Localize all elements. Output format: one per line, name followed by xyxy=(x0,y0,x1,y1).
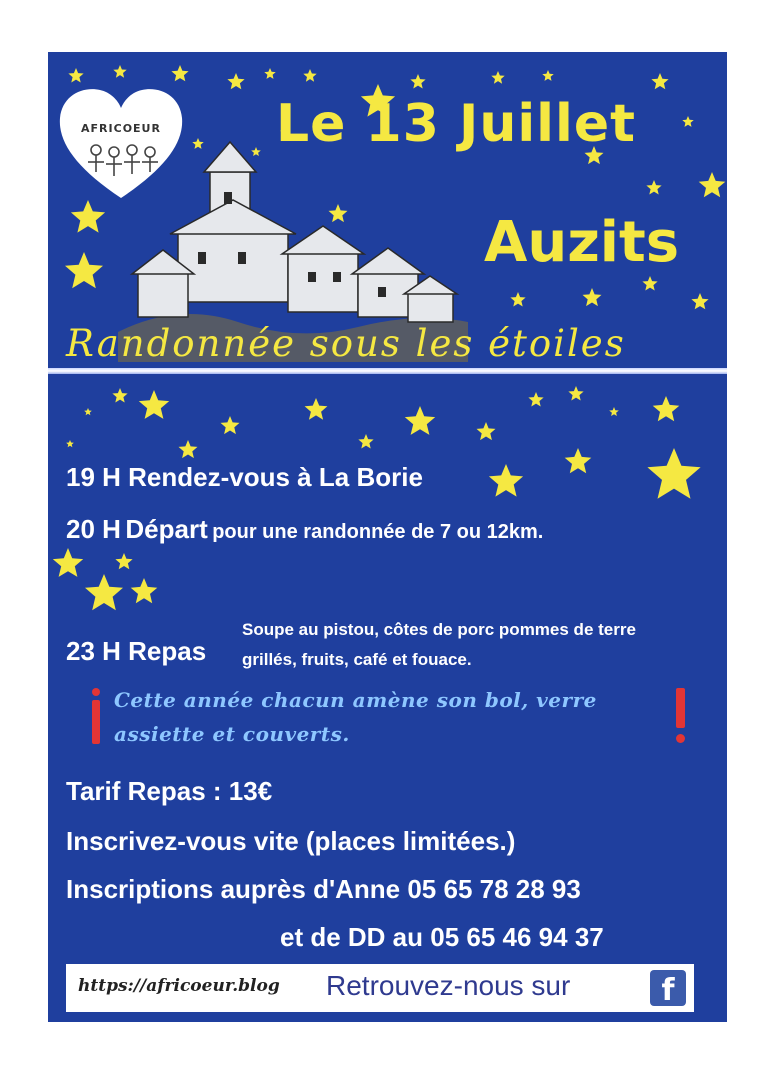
star-icon xyxy=(113,65,126,78)
star-icon xyxy=(84,408,92,415)
star-icon xyxy=(66,440,74,447)
event-subtitle: Randonnée sous les étoiles xyxy=(66,322,626,365)
event-place-title: Auzits xyxy=(484,210,680,275)
contact-dd: et de DD au 05 65 46 94 37 xyxy=(280,922,604,952)
star-icon xyxy=(179,440,198,458)
contact-anne: Inscriptions auprès d'Anne 05 65 78 28 93 xyxy=(66,874,581,904)
star-icon xyxy=(510,292,525,307)
note-line-2: assiette et couverts. xyxy=(114,722,350,746)
star-icon xyxy=(647,448,700,499)
schedule-rdv xyxy=(66,462,423,493)
star-icon xyxy=(171,65,188,81)
star-icon xyxy=(65,252,103,288)
exclamation-dot-left xyxy=(92,688,100,696)
star-icon xyxy=(305,398,328,420)
depart-text: pour une randonnée de 7 ou 12km. xyxy=(212,521,544,543)
facebook-icon[interactable]: f xyxy=(650,970,686,1006)
star-icon xyxy=(303,69,316,82)
exclamation-icon-right xyxy=(676,688,685,728)
star-icon xyxy=(264,68,275,79)
star-icon xyxy=(489,464,523,497)
event-date-title: Le 13 Juillet xyxy=(276,94,636,154)
star-icon xyxy=(699,172,726,197)
star-icon xyxy=(358,434,373,449)
star-icon xyxy=(653,396,680,421)
star-icon xyxy=(477,422,496,440)
star-icon xyxy=(583,288,602,306)
star-icon xyxy=(139,390,169,419)
rdv-text: Rendez-vous à xyxy=(128,462,312,492)
meal-time: 23 H xyxy=(66,636,121,666)
menu-line-2: grillés, fruits, café et fouace. xyxy=(242,650,472,669)
star-icon xyxy=(405,406,435,435)
star-icon xyxy=(131,578,158,603)
star-icon xyxy=(682,116,693,127)
register-text: Inscrivez-vous vite (places limitées.) xyxy=(66,826,516,856)
divider xyxy=(48,368,727,374)
star-icon xyxy=(491,71,504,84)
find-us-text: Retrouvez-nous sur xyxy=(326,970,571,1001)
star-icon xyxy=(53,548,83,577)
rdv-time: 19 H xyxy=(66,462,121,492)
rdv-place: La Borie xyxy=(318,462,423,492)
star-icon xyxy=(115,553,132,569)
depart-time: 20 H xyxy=(66,514,121,544)
star-icon xyxy=(565,448,592,473)
schedule-depart xyxy=(66,514,543,545)
star-icon xyxy=(410,74,425,89)
star-icon xyxy=(646,180,661,195)
star-icon xyxy=(85,574,123,610)
star-icon xyxy=(528,392,543,407)
star-icon xyxy=(691,293,708,309)
event-poster xyxy=(48,52,727,1022)
star-icon xyxy=(651,73,668,89)
depart-label: Départ xyxy=(125,514,208,544)
star-icon xyxy=(642,276,657,291)
schedule-meal xyxy=(66,636,206,667)
meal-price: Tarif Repas : 13€ xyxy=(66,776,273,806)
blog-link[interactable]: https://africoeur.blog xyxy=(78,976,280,996)
footer-bar xyxy=(66,964,694,1012)
menu-line-1: Soupe au pistou, côtes de porc pommes de terre xyxy=(242,620,636,639)
star-icon xyxy=(609,407,619,416)
star-icon xyxy=(112,388,127,403)
star-icon xyxy=(542,70,553,81)
star-icon xyxy=(568,386,583,401)
note-line-1: Cette année chacun amène son bol, verre xyxy=(114,688,597,712)
star-icon xyxy=(227,73,244,89)
star-icon xyxy=(221,416,240,434)
meal-label: Repas xyxy=(128,636,207,666)
exclamation-icon-left xyxy=(92,700,100,744)
logo-text: AFRICOEUR xyxy=(81,122,161,135)
exclamation-dot-right xyxy=(676,734,685,743)
